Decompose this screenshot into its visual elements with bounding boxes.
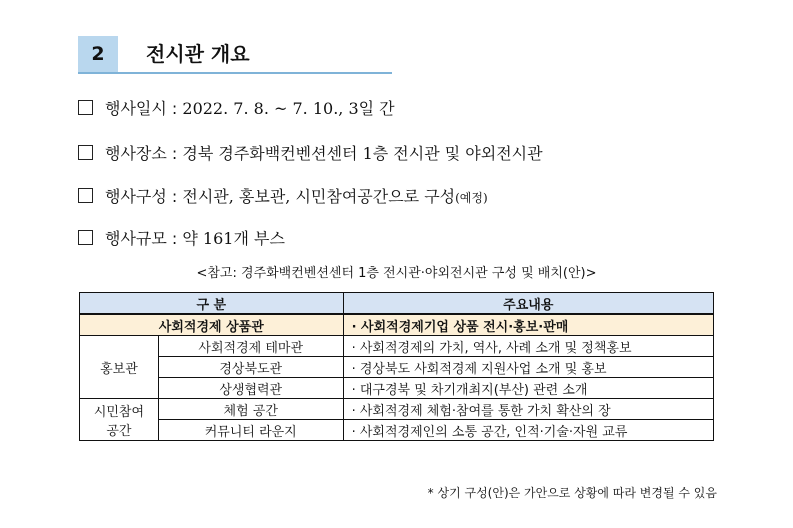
item-venue: 행사장소 : 경북 경주화백컨벤션센터 1층 전시관 및 야외전시관: [78, 143, 543, 165]
section-number: 2: [78, 36, 118, 72]
row-name: 상생협력관: [158, 378, 343, 399]
row-content: · 경상북도 사회적경제 지원사업 소개 및 홍보: [343, 357, 713, 378]
row-content: · 사회적경제기업 상품 전시·홍보·판매: [343, 314, 713, 336]
checkbox-icon: [78, 100, 93, 115]
row-content: · 사회적경제의 가치, 역사, 사례 소개 및 정책홍보: [343, 336, 713, 357]
table-header-row: [80, 293, 714, 315]
header-division: 구 분: [80, 293, 344, 315]
item-label: 행사구성: [105, 187, 167, 206]
item-value: 2022. 7. 8. ~ 7. 10., 3일 간: [182, 99, 395, 118]
row-name: 경상북도관: [158, 357, 343, 378]
table-row: [80, 399, 714, 420]
reference-caption: <참고: 경주화백컨벤션센터 1층 전시관·야외전시관 구성 및 배치(안)>: [196, 266, 597, 281]
row-content: · 대구경북 및 차기개최지(부산) 관련 소개: [343, 378, 713, 399]
table-row: [80, 314, 714, 336]
group-promo: 홍보관: [80, 336, 159, 399]
item-label: 행사장소: [105, 144, 167, 163]
row-name: 사회적경제 테마관: [158, 336, 343, 357]
layout-table: [79, 292, 714, 441]
item-value: 전시관, 홍보관, 시민참여공간으로 구성: [182, 187, 456, 206]
row-content: · 사회적경제인의 소통 공간, 인적·기술·자원 교류: [343, 420, 713, 441]
table-row: [80, 336, 714, 357]
row-content: · 사회적경제 체험·참여를 통한 가치 확산의 장: [343, 399, 713, 420]
item-label: 행사일시: [105, 99, 167, 118]
item-composition: 행사구성 : 전시관, 홍보관, 시민참여공간으로 구성(예정): [78, 186, 488, 209]
footnote: * 상기 구성(안)은 가안으로 상황에 따라 변경될 수 있음: [427, 486, 717, 500]
table-row: [80, 420, 714, 441]
group-citizen-line2: 공간: [106, 423, 132, 439]
section-header: [78, 36, 392, 74]
item-value: 경북 경주화백컨벤션센터 1층 전시관 및 야외전시관: [182, 144, 543, 163]
group-citizen-line1: 시민참여: [93, 404, 145, 420]
item-value: 약 161개 부스: [182, 229, 285, 248]
checkbox-icon: [78, 145, 93, 160]
table-row: [80, 378, 714, 399]
row-name: 커뮤니티 라운지: [158, 420, 343, 441]
section-title: 전시관 개요: [146, 42, 250, 66]
row-division: 사회적경제 상품관: [80, 314, 344, 336]
checkbox-icon: [78, 230, 93, 245]
item-date: 행사일시 : 2022. 7. 8. ~ 7. 10., 3일 간: [78, 98, 395, 120]
item-label: 행사규모: [105, 229, 167, 248]
table-row: [80, 357, 714, 378]
item-scale: 행사규모 : 약 161개 부스: [78, 228, 285, 250]
header-content: 주요내용: [343, 293, 713, 315]
checkbox-icon: [78, 188, 93, 203]
group-citizen: [80, 399, 159, 441]
item-suffix: (예정): [455, 191, 488, 205]
row-name: 체험 공간: [158, 399, 343, 420]
